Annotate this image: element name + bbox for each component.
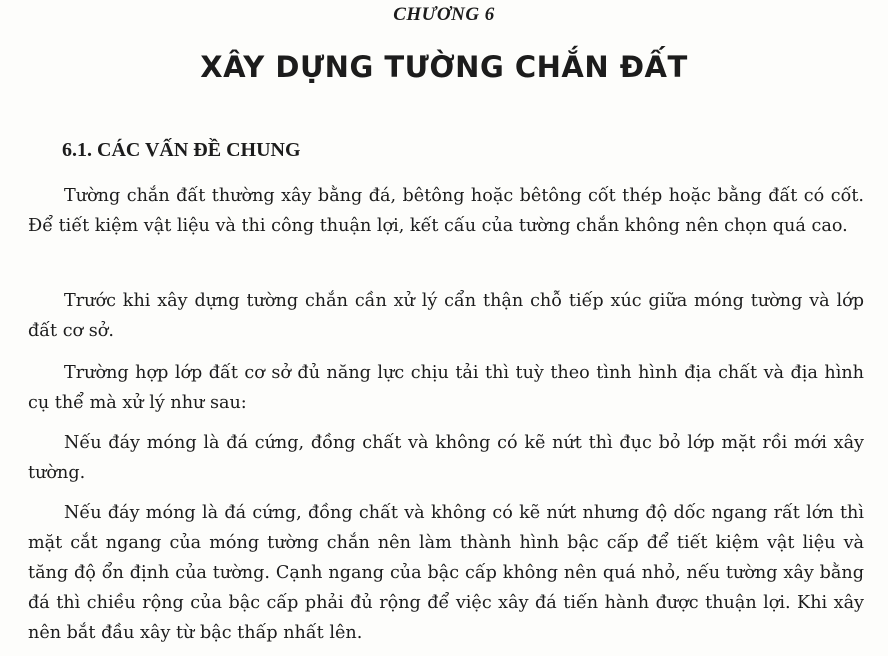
paragraph-3: Trường hợp lớp đất cơ sở đủ năng lực chịu tải thì tuỳ theo tình hình địa chất và địa hình cụ thể mà xử lý như sau: (28, 363, 864, 413)
chapter-title: XÂY DỰNG TƯỜNG CHẮN ĐẤT (200, 50, 688, 84)
paragraph-2: Trước khi xây dựng tường chắn cần xử lý cẩn thận chỗ tiếp xúc giữa móng tường và lớp đất cơ sở. (28, 291, 864, 341)
paragraph-1: Tường chắn đất thường xây bằng đá, bêtông hoặc bêtông cốt thép hoặc bằng đất có cốt. Để tiết kiệm vật liệu và thi công thuận lợi, kết cấu của tường chắn không nên chọn quá cao. (28, 186, 864, 236)
chapter-label: CHƯƠNG 6 (393, 4, 495, 25)
paragraph-5: Nếu đáy móng là đá cứng, đồng chất và không có kẽ nứt nhưng độ dốc ngang rất lớn thì mặt cắt ngang của móng tường chắn nên làm thành hình bậc cấp để tiết kiệm vật liệu và tăng độ ổn định của tường. Cạnh ngang của bậc cấp không nên quá nhỏ, nếu tường xây bằng đá thì chiều rộng của bậc cấp phải đủ rộng để việc xây đá tiến hành được thuận lợi. Khi xây nên bắt đầu xây từ bậc thấp nhất lên. (28, 503, 864, 643)
section-heading: 6.1. CÁC VẤN ĐỀ CHUNG (62, 139, 301, 161)
paragraph-4: Nếu đáy móng là đá cứng, đồng chất và không có kẽ nứt thì đục bỏ lớp mặt rồi mới xây tường. (28, 433, 864, 483)
